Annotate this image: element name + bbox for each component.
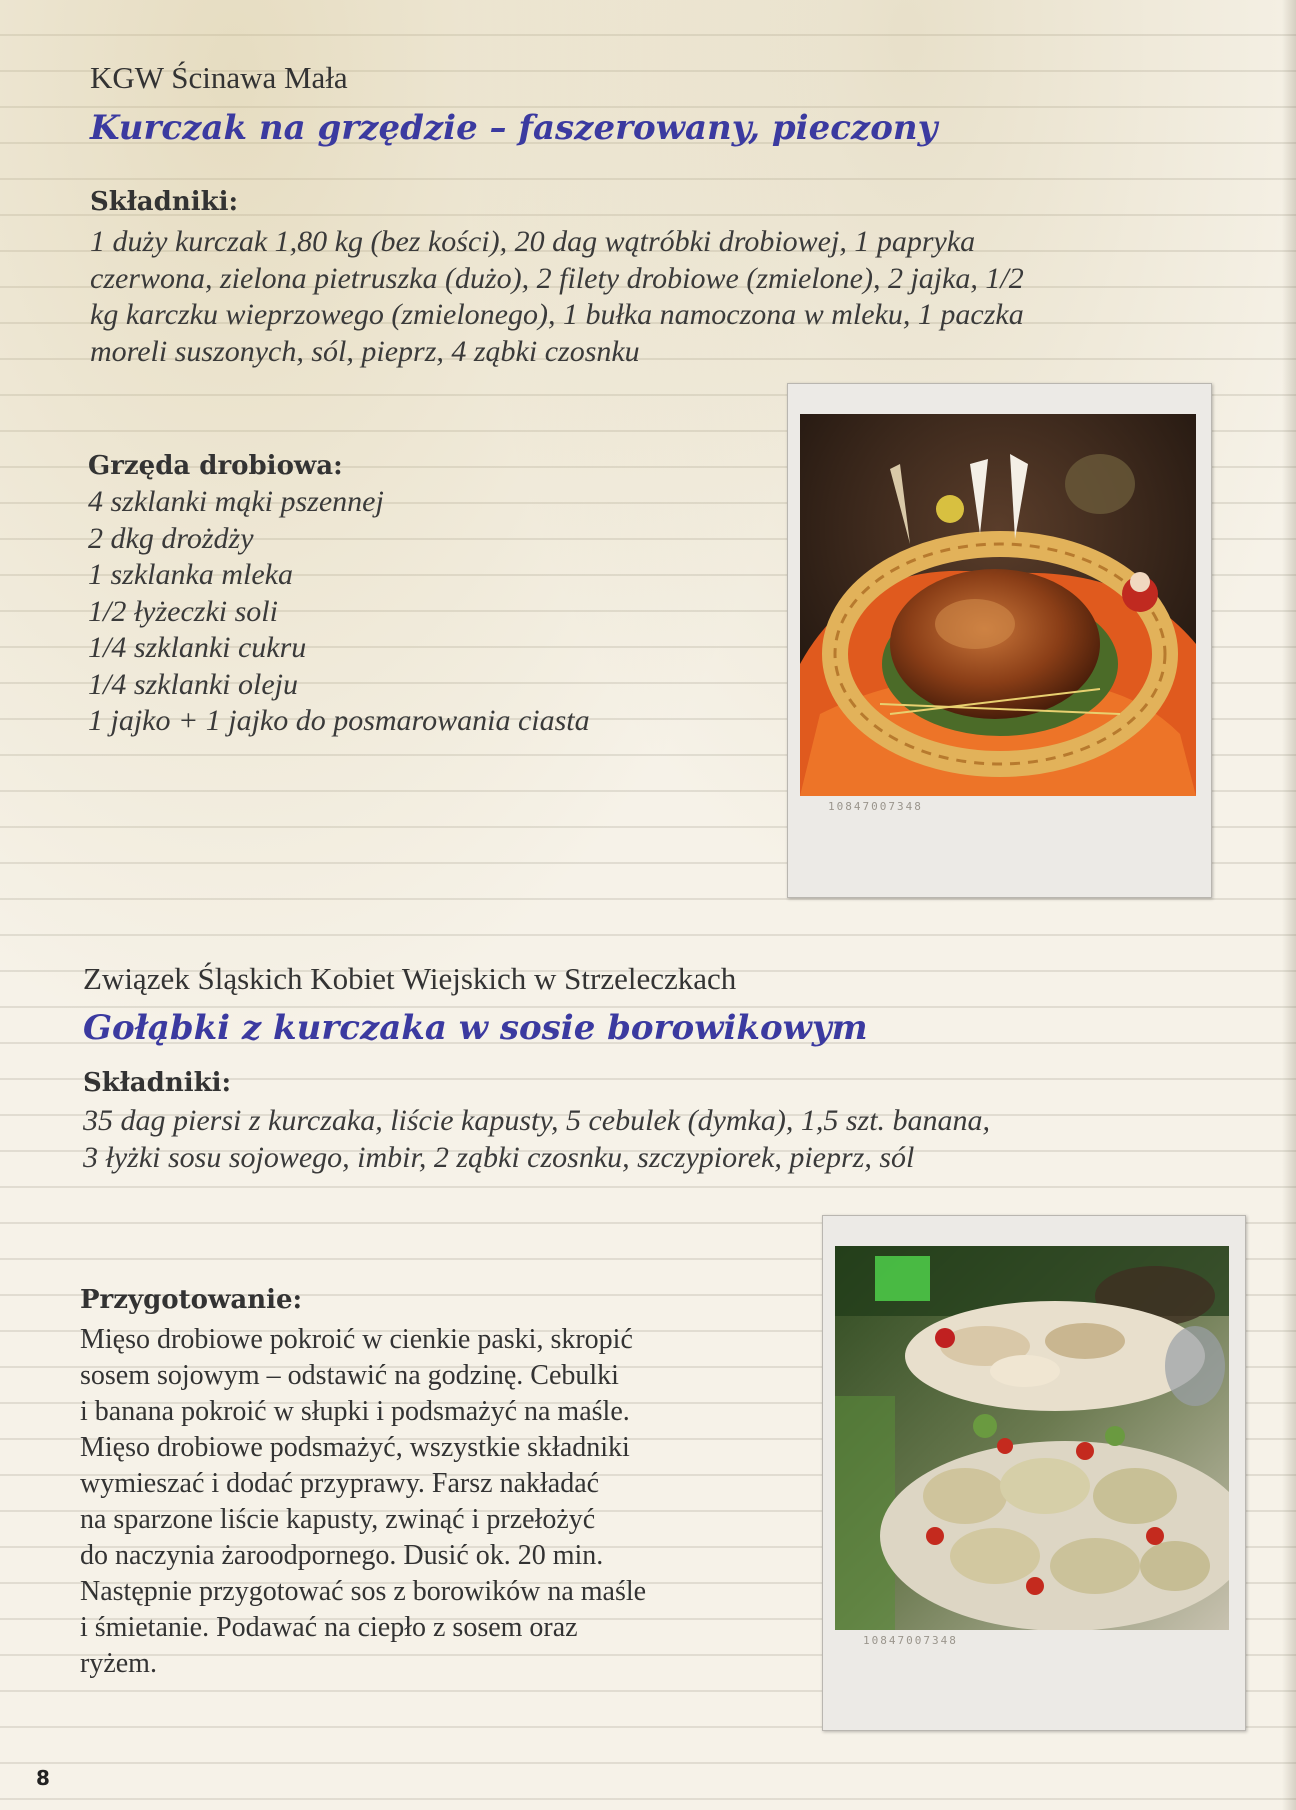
recipe1-ingredients xyxy=(90,224,1024,370)
photo-caption: 10847007348 xyxy=(863,1634,958,1647)
recipe2-ingredients xyxy=(83,1103,990,1176)
recipe1-organization: KGW Ścinawa Mała xyxy=(90,60,348,95)
preparation-line: sosem sojowym – odstawić na godzinę. Cebulki xyxy=(80,1360,619,1391)
preparation-line: Mięso drobiowe podsmażyć, wszystkie składniki xyxy=(80,1432,630,1463)
roast-chicken-photo xyxy=(800,414,1196,796)
preparation-heading: Przygotowanie: xyxy=(80,1285,303,1315)
ingredients-line: moreli suszonych, sól, pieprz, 4 ząbki czosnku xyxy=(90,334,640,368)
recipe1-ingredients-heading: Składniki: xyxy=(90,187,239,217)
preparation-line: ryżem. xyxy=(80,1648,157,1679)
preparation-line: do naczynia żaroodpornego. Dusić ok. 20 min. xyxy=(80,1540,604,1571)
ingredients-line: 3 łyżki sosu sojowego, imbir, 2 ząbki czosnku, szczypiorek, pieprz, sól xyxy=(83,1140,915,1174)
recipe2-photo-frame xyxy=(822,1215,1246,1731)
preparation-line: na sparzone liście kapusty, zwinąć i przełożyć xyxy=(80,1504,596,1535)
preparation-line: i banana pokroić w słupki i podsmażyć na maśle. xyxy=(80,1396,630,1427)
ingredients-line: kg karczku wieprzowego (zmielonego), 1 bułka namoczona w mleku, 1 paczka xyxy=(90,298,1024,331)
page-edge-shadow xyxy=(1282,0,1296,1810)
list-item: 1/2 łyżeczki soli xyxy=(88,594,278,628)
list-item: 1/4 szklanki cukru xyxy=(88,631,307,664)
preparation-line: i śmietanie. Podawać na ciepło z sosem oraz xyxy=(80,1612,578,1643)
recipe1-title: Kurczak na grzędzie – faszerowany, pieczony xyxy=(90,108,938,148)
roost-heading: Grzęda drobiowa: xyxy=(88,451,343,481)
list-item: 1/4 szklanki oleju xyxy=(88,667,298,701)
recipe2-organization: Związek Śląskich Kobiet Wiejskich w Strzeleczkach xyxy=(83,961,737,996)
ingredients-line: 35 dag piersi z kurczaka, liście kapusty, 5 cebulek (dymka), 1,5 szt. banana, xyxy=(83,1104,991,1137)
recipe2-ingredients-heading: Składniki: xyxy=(83,1068,232,1098)
preparation-line: Następnie przygotować sos z borowików na maśle xyxy=(80,1576,647,1607)
ingredients-line: 1 duży kurczak 1,80 kg (bez kości), 20 dag wątróbki drobiowej, 1 papryka xyxy=(90,225,976,258)
recipe2-title: Gołąbki z kurczaka w sosie borowikowym xyxy=(83,1008,868,1048)
cabbage-rolls-photo xyxy=(835,1246,1229,1630)
photo-caption: 10847007348 xyxy=(828,800,923,813)
preparation-text xyxy=(80,1322,777,1682)
list-item: 1 szklanka mleka xyxy=(88,558,293,591)
list-item: 4 szklanki mąki pszennej xyxy=(88,485,384,518)
list-item: 1 jajko + 1 jajko do posmarowania ciasta xyxy=(88,704,590,737)
list-item: 2 dkg drożdży xyxy=(88,521,254,555)
preparation-line: wymieszać i dodać przyprawy. Farsz nakładać xyxy=(80,1468,600,1499)
roost-ingredients-list xyxy=(88,484,590,740)
ingredients-line: czerwona, zielona pietruszka (dużo), 2 filety drobiowe (zmielone), 2 jajka, 1/2 xyxy=(90,261,1024,295)
page-number: 8 xyxy=(36,1766,50,1790)
recipe1-photo-frame xyxy=(787,383,1212,898)
preparation-line: Mięso drobiowe pokroić w cienkie paski, skropić xyxy=(80,1324,633,1355)
